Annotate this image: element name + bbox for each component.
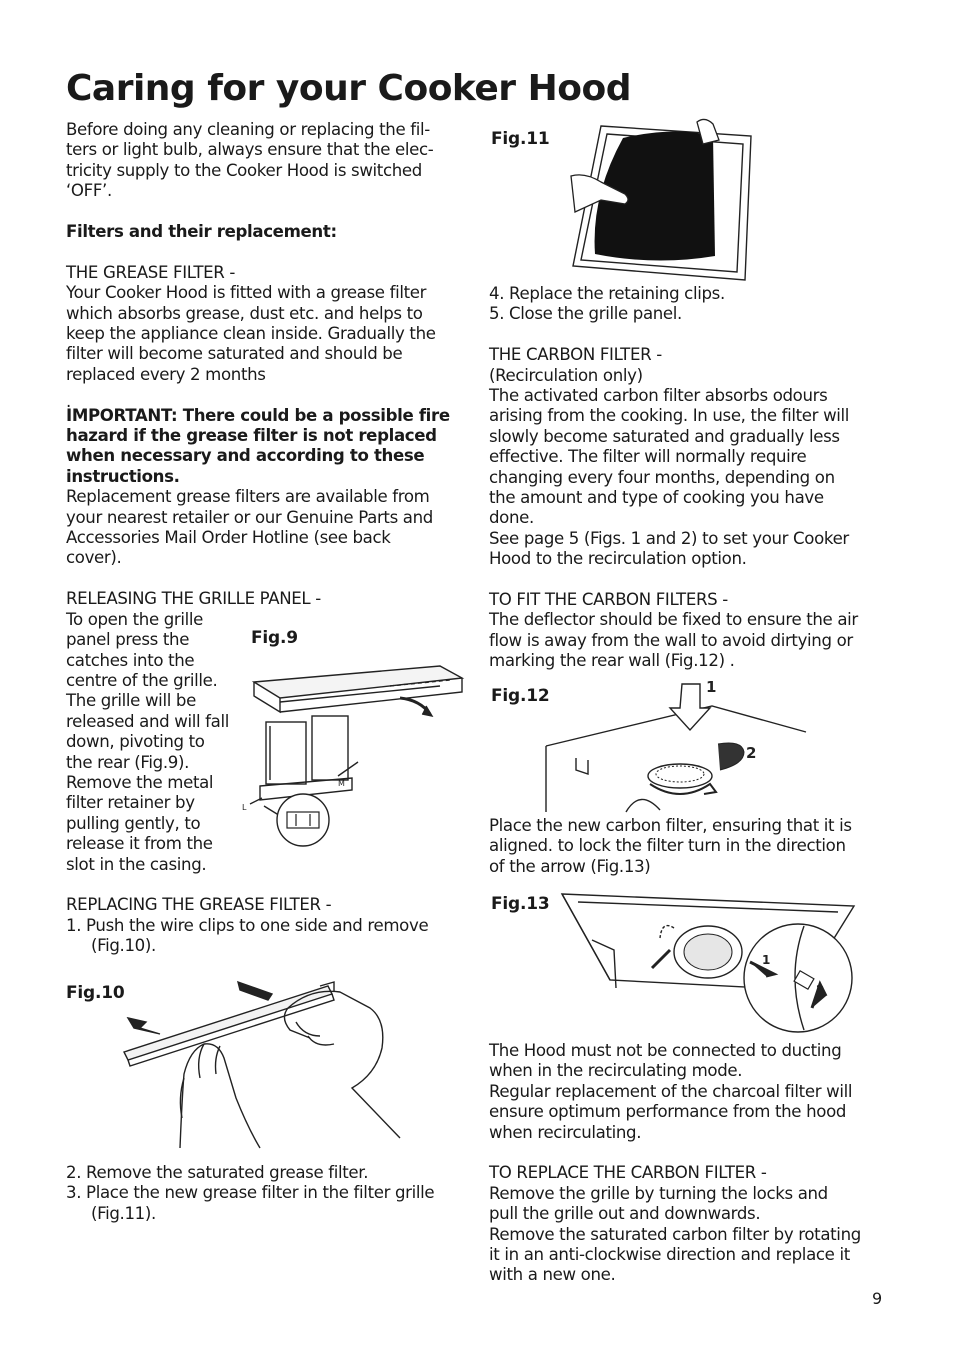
fig12-carbon-filter (648, 764, 712, 788)
fig12-callout-2: 2 (746, 744, 757, 762)
fig9-callout-l: L (242, 803, 247, 812)
step-3: 3. Place the new grease filter in the filter grille (Fig.11). (66, 1183, 435, 1223)
fig13-illustration (558, 880, 858, 1040)
step-2: 2. Remove the saturated grease filter. (66, 1163, 369, 1182)
fig12-illustration (540, 680, 812, 814)
page-title: Caring for your Cooker Hood (66, 68, 631, 109)
fig9-label: Fig.9 (251, 628, 298, 648)
fig10-illustration (120, 978, 410, 1150)
fig11-label: Fig.11 (491, 129, 550, 149)
fig9-callout-m: M (338, 779, 345, 788)
page-number: 9 (872, 1289, 883, 1308)
carbon-filter-text: The activated carbon filter absorbs odours arising from the cooking. In use, the filter will slowly become saturated and gradually less effective. The filter will normally require changing every four months, depending on the amount and type of cooking you have done. (489, 386, 850, 528)
step-5: 5. Close the grille panel. (489, 304, 682, 324)
left-column-bottom (66, 1163, 476, 1224)
fig13-label: Fig.13 (491, 894, 550, 914)
fit-carbon-text: The deflector should be fixed to ensure the air flow is away from the wall to avoid dirtying or marking the rear wall (Fig.12) . (489, 610, 858, 671)
fig11-illustration (565, 116, 755, 282)
replace-carbon-heading: TO REPLACE THE CARBON FILTER - (489, 1163, 767, 1183)
step-4: 4. Replace the retaining clips. (489, 284, 725, 303)
releasing-heading: RELEASING THE GRILLE PANEL - (66, 589, 321, 609)
right-column-bottom (489, 1041, 899, 1286)
regular-replacement-text: Regular replacement of the charcoal filter will ensure optimum performance from the hood when recirculating. (489, 1081, 853, 1142)
releasing-text: To open the grille panel press the catches into the centre of the grille. The grille will be released and will fall down, pivoting to the rear (Fig.9). Remove the metal filter retainer by pulling gently, to release it from the slot in the casing. (66, 609, 230, 874)
fig13-callout-2: 2 (816, 983, 825, 997)
step-1: 1. Push the wire clips to one side and remove (Fig.10). (66, 915, 429, 956)
see-page-text: See page 5 (Figs. 1 and 2) to set your Cooker Hood to the recirculation option. (489, 528, 849, 569)
fig12-callout-1: 1 (706, 680, 717, 696)
carbon-filter-sub: (Recirculation only) (489, 365, 643, 385)
right-column (489, 284, 899, 672)
stray-dot: . (66, 391, 71, 411)
filters-heading: Filters and their replacement: (66, 222, 337, 242)
fig10-label: Fig.10 (66, 983, 125, 1003)
replacement-text: Replacement grease filters are available from your nearest retailer or our Genuine Parts and Accessories Mail Order Hotline (see back cover). (66, 487, 433, 568)
important-warning: IMPORTANT: There could be a possible fire hazard if the grease filter is not replaced when necessary and according to these instructions. (66, 405, 450, 486)
fig9-detail-circle (277, 794, 329, 846)
fig9-illustration (240, 652, 466, 848)
right-column-middle (489, 816, 899, 877)
replace-carbon-text-1: Remove the grille by turning the locks and pull the grille out and downwards. (489, 1183, 828, 1224)
place-filter-text: Place the new carbon filter, ensuring that it is aligned. to lock the filter turn in the direction of the arrow (Fig.13) (489, 816, 852, 876)
fit-carbon-heading: TO FIT THE CARBON FILTERS - (489, 590, 728, 610)
grease-filter-text: Your Cooker Hood is fitted with a grease filter which absorbs grease, dust etc. and helps to keep the appliance clean inside. Gradually the filter will become saturated and should be replaced every 2 months (66, 283, 436, 384)
grease-filter-heading: THE GREASE FILTER - (66, 262, 236, 282)
fig12-label: Fig.12 (491, 686, 550, 706)
replacing-heading: REPLACING THE GREASE FILTER - (66, 895, 332, 915)
carbon-filter-heading: THE CARBON FILTER - (489, 345, 662, 365)
replace-carbon-text-2: Remove the saturated carbon filter by rotating it in an anti-clockwise direction and replace it with a new one. (489, 1224, 861, 1285)
intro-paragraph: Before doing any cleaning or replacing the fil- ters or light bulb, always ensure that the elec- tricity supply to the Cooker Hood is switched ‘OFF’. (66, 120, 434, 201)
fig13-callout-1: 1 (762, 953, 771, 967)
hood-ducting-text: The Hood must not be connected to ducting when in the recirculating mode. (489, 1041, 842, 1081)
